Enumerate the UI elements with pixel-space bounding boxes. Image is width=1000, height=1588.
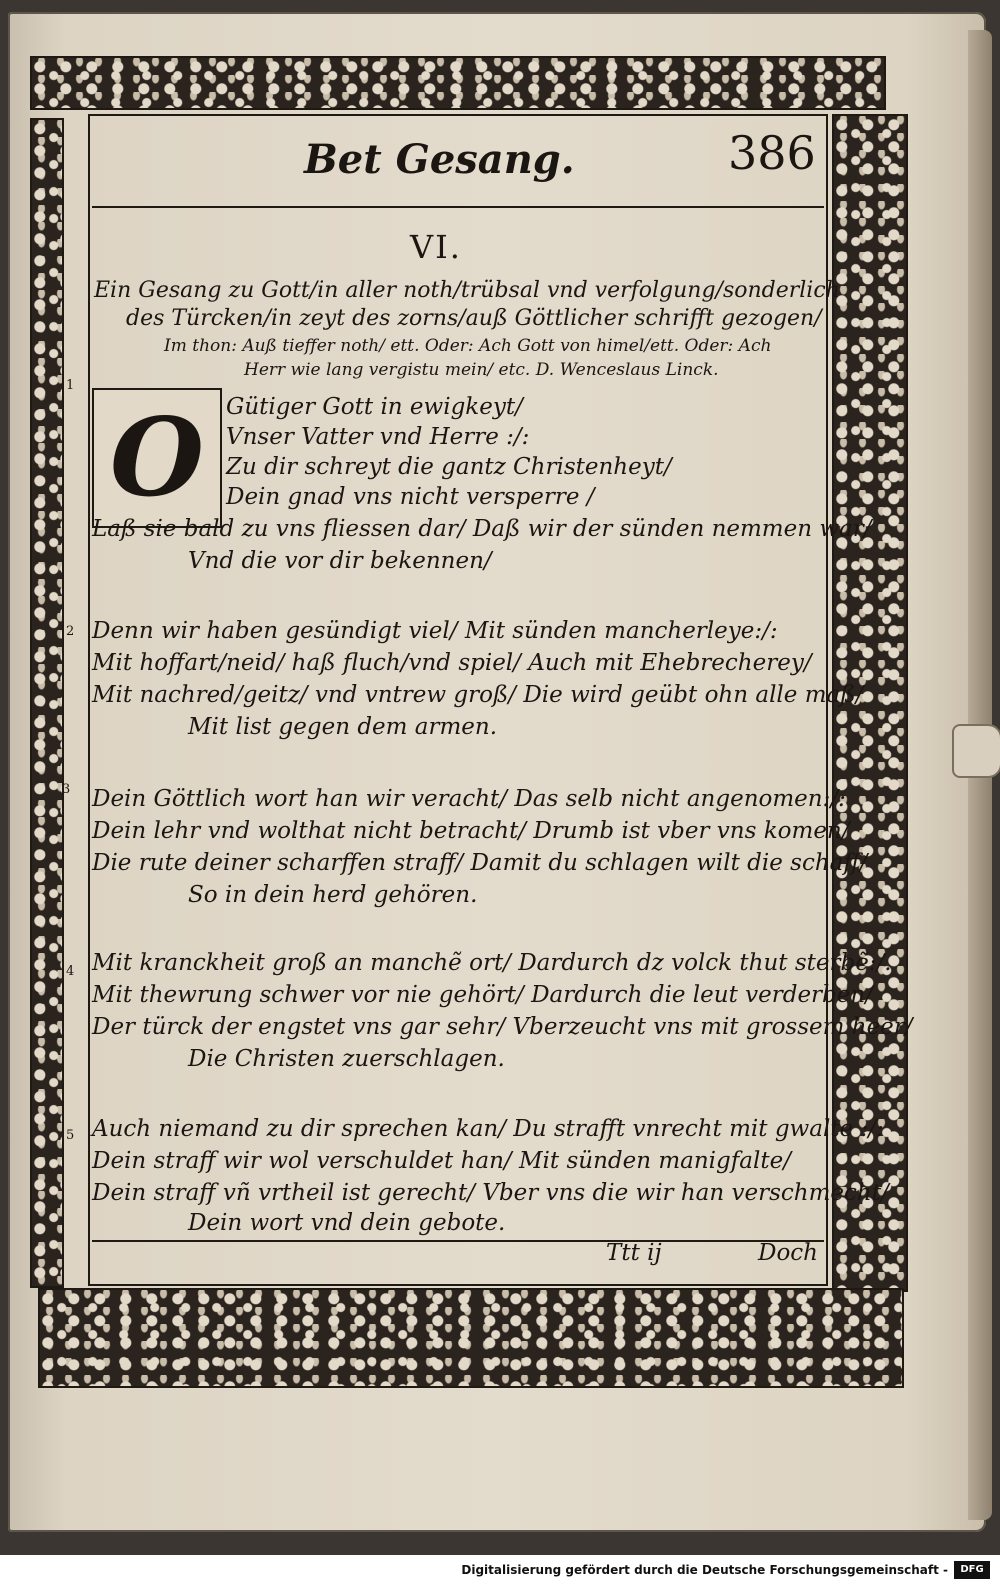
verse-line: Die rute deiner scharffen straff/ Damit du schlagen wilt die schaff/ — [92, 850, 868, 876]
stanza-number: 4 — [66, 964, 75, 979]
tune-line: Herr wie lang vergistu mein/ etc. D. Wenceslaus Linck. — [244, 360, 719, 380]
stanza-number: 2 — [66, 624, 75, 639]
verse-line: Dein wort vnd dein gebote. — [188, 1210, 506, 1236]
page-tab-marker — [952, 724, 1000, 778]
verse-line: Vnser Vatter vnd Herre :/: — [226, 424, 530, 450]
verse-line: Mit hoffart/neid/ haß fluch/vnd spiel/ Auch mit Ehebrecherey/ — [92, 650, 812, 676]
verse-line: Denn wir haben gesündigt viel/ Mit sünden mancherleye:/: — [92, 618, 778, 644]
verse-line: Laß sie bald zu vns fliessen dar/ Daß wir der sünden nemmen war/ — [92, 516, 872, 542]
footer-rule — [92, 1240, 824, 1242]
page-number: 386 — [728, 126, 816, 180]
running-title: Bet Gesang. — [304, 136, 575, 183]
tune-line: Im thon: Auß tieffer noth/ ett. Oder: Ach Gott von himel/ett. Oder: Ach — [164, 336, 772, 356]
verse-line: So in dein herd gehören. — [188, 882, 478, 908]
header-rule — [92, 206, 824, 208]
verse-line: Mit thewrung schwer vor nie gehört/ Dardurch die leut verderben/ — [92, 982, 873, 1008]
verse-line: Mit list gegen dem armen. — [188, 714, 498, 740]
hymn-number: VI. — [410, 228, 462, 266]
initial-letter: O — [109, 395, 205, 521]
stanza-number: 5 — [66, 1128, 75, 1143]
verse-line: Dein lehr vnd wolthat nicht betracht/ Drumb ist vber vns komen/ — [92, 818, 850, 844]
verse-line: Dein straff wir wol verschuldet han/ Mit sünden manigfalte/ — [92, 1148, 791, 1174]
signature-mark: Ttt ij — [606, 1240, 662, 1266]
verse-line: Gütiger Gott in ewigkeyt/ — [226, 394, 523, 420]
verse-line: Mit kranckheit groß an manchẽ ort/ Dardurch dz volck thut sterbẽ:/. — [92, 950, 892, 976]
hymn-heading-line: Ein Gesang zu Gott/in aller noth/trübsal vnd verfolgung/sonderlich — [94, 278, 840, 303]
stanza-number: 1 — [66, 378, 75, 393]
verse-line: Dein Göttlich wort han wir veracht/ Das selb nicht angenomen:/: — [92, 786, 846, 812]
verse-line: Dein straff vñ vrtheil ist gerecht/ Vber vns die wir han verschmecht/ — [92, 1180, 889, 1206]
decorated-initial — [92, 388, 222, 528]
verse-line: Vnd die vor dir bekennen/ — [188, 548, 492, 574]
funding-credit: Digitalisierung gefördert durch die Deutsche Forschungsgemeinschaft - — [461, 1563, 948, 1577]
verse-line: Mit nachred/geitz/ vnd vntrew groß/ Die wird geübt ohn alle maß/ — [92, 682, 864, 708]
dfg-logo: DFG — [954, 1561, 990, 1579]
stanza-number: 3 — [62, 782, 71, 797]
ornamental-border-top — [30, 56, 886, 110]
hymn-heading-line: des Türcken/in zeyt des zorns/auß Göttlicher schrifft gezogen/ — [126, 306, 822, 331]
verse-line: Dein gnad vns nicht versperre / — [226, 484, 595, 510]
verse-line: Die Christen zuerschlagen. — [188, 1046, 505, 1072]
ornamental-border-bottom — [38, 1288, 904, 1388]
catchword: Doch — [758, 1240, 818, 1266]
verse-line: Zu dir schreyt die gantz Christenheyt/ — [226, 454, 672, 480]
verse-line: Auch niemand zu dir sprechen kan/ Du strafft vnrecht mit gwalte :/: — [92, 1116, 884, 1142]
verse-line: Der türck der engstet vns gar sehr/ Vberzeucht vns mit grossem heer/ — [92, 1014, 913, 1040]
ornamental-border-left — [30, 118, 64, 1288]
